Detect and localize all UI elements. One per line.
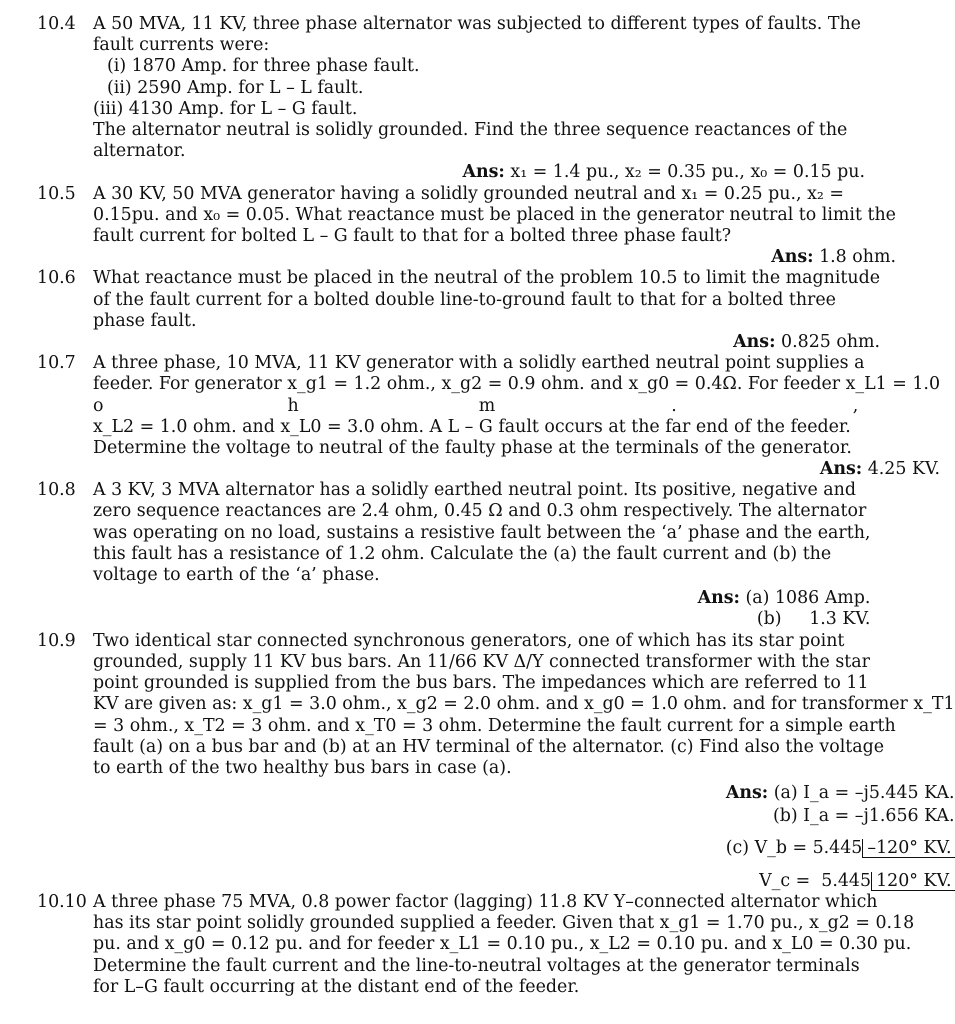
answer <box>93 609 870 630</box>
problem-body <box>93 480 870 630</box>
problem-line: A 50 MVA, 11 KV, three phase alternator was subjected to different types of faults. The <box>93 14 861 34</box>
stray-char: o <box>93 395 104 416</box>
answer-value: (b) I_a = –j1.656 KA. <box>772 806 955 827</box>
answer-value: x₁ = 1.4 pu., x₂ = 0.35 pu., x₀ = 0.15 pu. <box>510 162 865 183</box>
angle-value: 120° KV. <box>871 872 954 891</box>
problem-line: x_L2 = 1.0 ohm. and x_L0 = 3.0 ohm. A L – G fault occurs at the far end of the feeder. <box>93 416 851 437</box>
problem-line: 0.15pu. and x₀ = 0.05. What reactance must be placed in the generator neutral to limit the <box>93 204 896 225</box>
problem-line: grounded, supply 11 KV bus bars. An 11/66 KV Δ/Y connected transformer with the star <box>93 651 870 672</box>
problem-body <box>93 184 896 269</box>
problem-number: 10.9 <box>37 630 76 651</box>
problem-number: 10.7 <box>37 353 76 374</box>
list-item: (iii) 4130 Amp. for L – G fault. <box>93 98 358 119</box>
answer-label: Ans: <box>771 247 814 268</box>
answer-value: 1.8 ohm. <box>819 247 896 268</box>
stray-char: . <box>671 395 677 416</box>
problem-number: 10.4 <box>37 14 76 34</box>
problem-10-9 <box>37 630 955 892</box>
list-item: (i) 1870 Amp. for three phase fault. <box>107 56 420 77</box>
problem-line: A three phase 75 MVA, 0.8 power factor (lagging) 11.8 KV Y–connected alternator which <box>93 891 878 912</box>
problem-line: fault current for bolted L – G fault to that for a bolted three phase fault? <box>93 226 732 247</box>
problem-line: A 3 KV, 3 MVA alternator has a solidly earthed neutral point. Its positive, negative and <box>93 480 856 501</box>
problem-body <box>93 353 940 480</box>
answer <box>93 247 896 268</box>
answer-label: Ans: <box>462 162 505 183</box>
problem-10-4 <box>37 14 865 184</box>
problem-10-5 <box>37 183 896 269</box>
problem-10-6 <box>37 268 881 353</box>
problem-line: for L–G fault occurring at the distant end of the feeder. <box>93 976 580 997</box>
problem-line: = 3 ohm., x_T2 = 3 ohm. and x_T0 = 3 ohm. Determine the fault current for a simple earth <box>93 715 896 736</box>
problem-line: A three phase, 10 MVA, 11 KV generator with a solidly earthed neutral point supplies a <box>93 353 865 374</box>
problem-body <box>93 631 955 892</box>
answer-value: (b) 1.3 KV. <box>756 609 871 630</box>
problem-line: to earth of the two healthy bus bars in case (a). <box>93 757 512 778</box>
problem-line: phase fault. <box>93 310 197 331</box>
answer-value: (a) I_a = –j5.445 KA. <box>773 783 955 804</box>
problem-line: this fault has a resistance of 1.2 ohm. Calculate the (a) the fault current and (b) the <box>93 543 832 564</box>
answer-value: (c) V_b = 5.445 <box>725 837 863 858</box>
answer <box>93 871 955 892</box>
answer <box>93 783 955 804</box>
problem-line: voltage to earth of the ‘a’ phase. <box>93 565 380 586</box>
problem-line: The alternator neutral is solidly grounded. Find the three sequence reactances of the <box>93 120 848 141</box>
problem-10-8 <box>37 480 871 630</box>
problem-body <box>93 268 880 353</box>
answer <box>93 332 880 353</box>
answer-value: V_c = 5.445 <box>759 870 872 891</box>
problem-line: pu. and x_g0 = 0.12 pu. and for feeder x_L1 = 0.10 pu., x_L2 = 0.10 pu. and x_L0 = 0.30 pu. <box>93 934 912 955</box>
problem-number: 10.8 <box>37 480 76 501</box>
answer-label: Ans: <box>725 783 769 804</box>
angle-value: –120° KV. <box>862 839 954 858</box>
problem-line: KV are given as: x_g1 = 3.0 ohm., x_g2 = 2.0 ohm. and x_g0 = 1.0 ohm. and for transformer x_T1 <box>93 694 955 715</box>
problem-line: Determine the fault current and the line-to-neutral voltages at the generator terminals <box>93 955 860 976</box>
problem-number: 10.5 <box>37 183 76 204</box>
answer-label: Ans: <box>819 459 863 480</box>
problem-line: fault currents were: <box>93 35 270 56</box>
problem-number: 10.6 <box>37 268 76 289</box>
answer-label: Ans: <box>733 332 776 353</box>
stray-char: m <box>478 395 496 416</box>
answer <box>93 806 955 827</box>
problem-number: 10.10 <box>37 891 87 912</box>
problem-body <box>93 892 914 998</box>
problem-line: A 30 KV, 50 MVA generator having a solidly grounded neutral and x₁ = 0.25 pu., x₂ = <box>93 183 844 204</box>
problem-line: alternator. <box>93 141 186 162</box>
answer-value: (a) 1086 Amp. <box>745 588 871 609</box>
problem-body <box>93 14 865 184</box>
stray-char: , <box>852 395 859 416</box>
answer-label: Ans: <box>697 588 740 609</box>
answer-value: 0.825 ohm. <box>781 332 881 353</box>
stray-char: h <box>287 395 299 416</box>
problem-line: fault (a) on a bus bar and (b) at an HV terminal of the alternator. (c) Find also the voltage <box>93 736 885 757</box>
problem-10-10 <box>37 891 915 998</box>
problem-line: has its star point solidly grounded supplied a feeder. Given that x_g1 = 1.70 pu., x_g2 = 0.18 <box>93 913 915 934</box>
answer <box>93 459 940 480</box>
problem-line: What reactance must be placed in the neutral of the problem 10.5 to limit the magnitude <box>93 268 881 289</box>
answer <box>93 588 870 609</box>
problem-line: Determine the voltage to neutral of the faulty phase at the terminals of the generator. <box>93 437 852 458</box>
problem-line: of the fault current for a bolted double line-to-ground fault to that for a bolted three <box>93 289 836 310</box>
answer <box>93 162 865 183</box>
answer <box>93 838 955 859</box>
list-item: (ii) 2590 Amp. for L – L fault. <box>107 77 364 98</box>
stray-characters-line <box>93 396 940 417</box>
problem-line: point grounded is supplied from the bus bars. The impedances which are referred to 11 <box>93 673 869 694</box>
problem-line: Two identical star connected synchronous generators, one of which has its star point <box>93 630 845 651</box>
answer-value: 4.25 KV. <box>867 459 941 480</box>
problem-line: zero sequence reactances are 2.4 ohm, 0.45 Ω and 0.3 ohm respectively. The alternator <box>93 501 867 522</box>
problem-line: was operating on no load, sustains a resistive fault between the ‘a’ phase and the earth, <box>93 522 871 543</box>
problem-10-7 <box>37 353 941 480</box>
problem-line: feeder. For generator x_g1 = 1.2 ohm., x_g2 = 0.9 ohm. and x_g0 = 0.4Ω. For feeder x_L1 = 1.0 <box>93 374 941 395</box>
